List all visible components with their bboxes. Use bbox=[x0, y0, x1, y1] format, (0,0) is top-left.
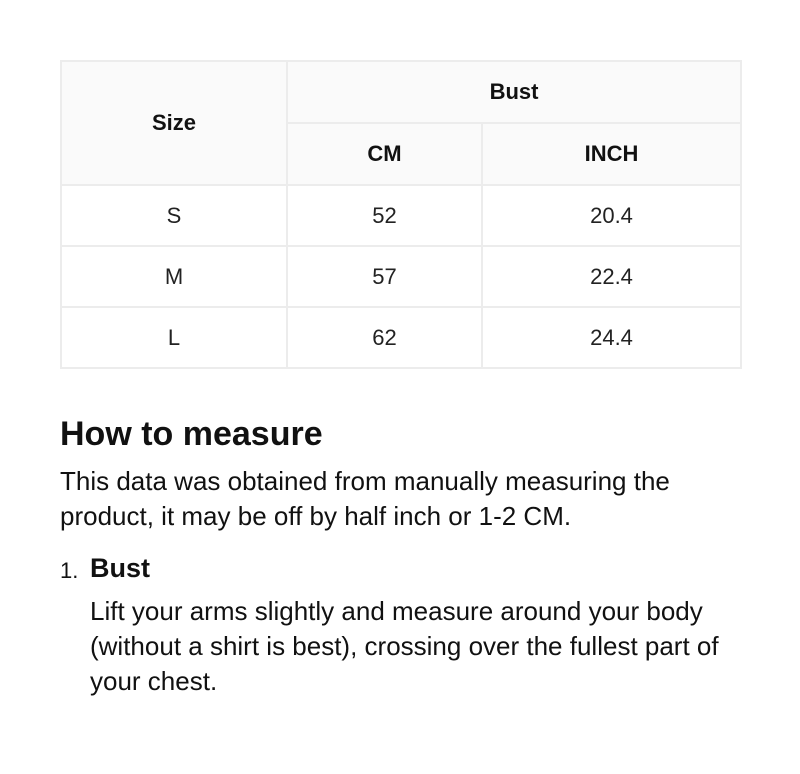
step-item bbox=[60, 550, 760, 699]
section-intro: This data was obtained from manually measuring the product, it may be off by half inch or 1-2 CM. bbox=[60, 466, 670, 531]
measure-steps bbox=[60, 550, 760, 699]
size-cell: M bbox=[61, 246, 287, 307]
step-number: 1. bbox=[60, 558, 79, 583]
step-title: Bust bbox=[90, 553, 150, 583]
table-row bbox=[61, 246, 741, 307]
cm-cell: 52 bbox=[287, 185, 482, 246]
size-chart-table bbox=[60, 60, 742, 369]
cm-header: CM bbox=[287, 123, 482, 185]
size-header: Size bbox=[61, 61, 287, 185]
header-row-top bbox=[61, 61, 741, 123]
cm-cell: 62 bbox=[287, 307, 482, 368]
table-row bbox=[61, 185, 741, 246]
table-row bbox=[61, 307, 741, 368]
inch-cell: 24.4 bbox=[482, 307, 741, 368]
step-description: Lift your arms slightly and measure around your body (without a shirt is best), crossing over the fullest part of your chest. bbox=[90, 596, 719, 696]
section-title: How to measure bbox=[60, 415, 323, 453]
bust-header: Bust bbox=[287, 61, 741, 123]
how-to-measure-section bbox=[60, 412, 760, 699]
cm-cell: 57 bbox=[287, 246, 482, 307]
inch-cell: 22.4 bbox=[482, 246, 741, 307]
size-cell: L bbox=[61, 307, 287, 368]
inch-cell: 20.4 bbox=[482, 185, 741, 246]
inch-header: INCH bbox=[482, 123, 741, 185]
size-cell: S bbox=[61, 185, 287, 246]
